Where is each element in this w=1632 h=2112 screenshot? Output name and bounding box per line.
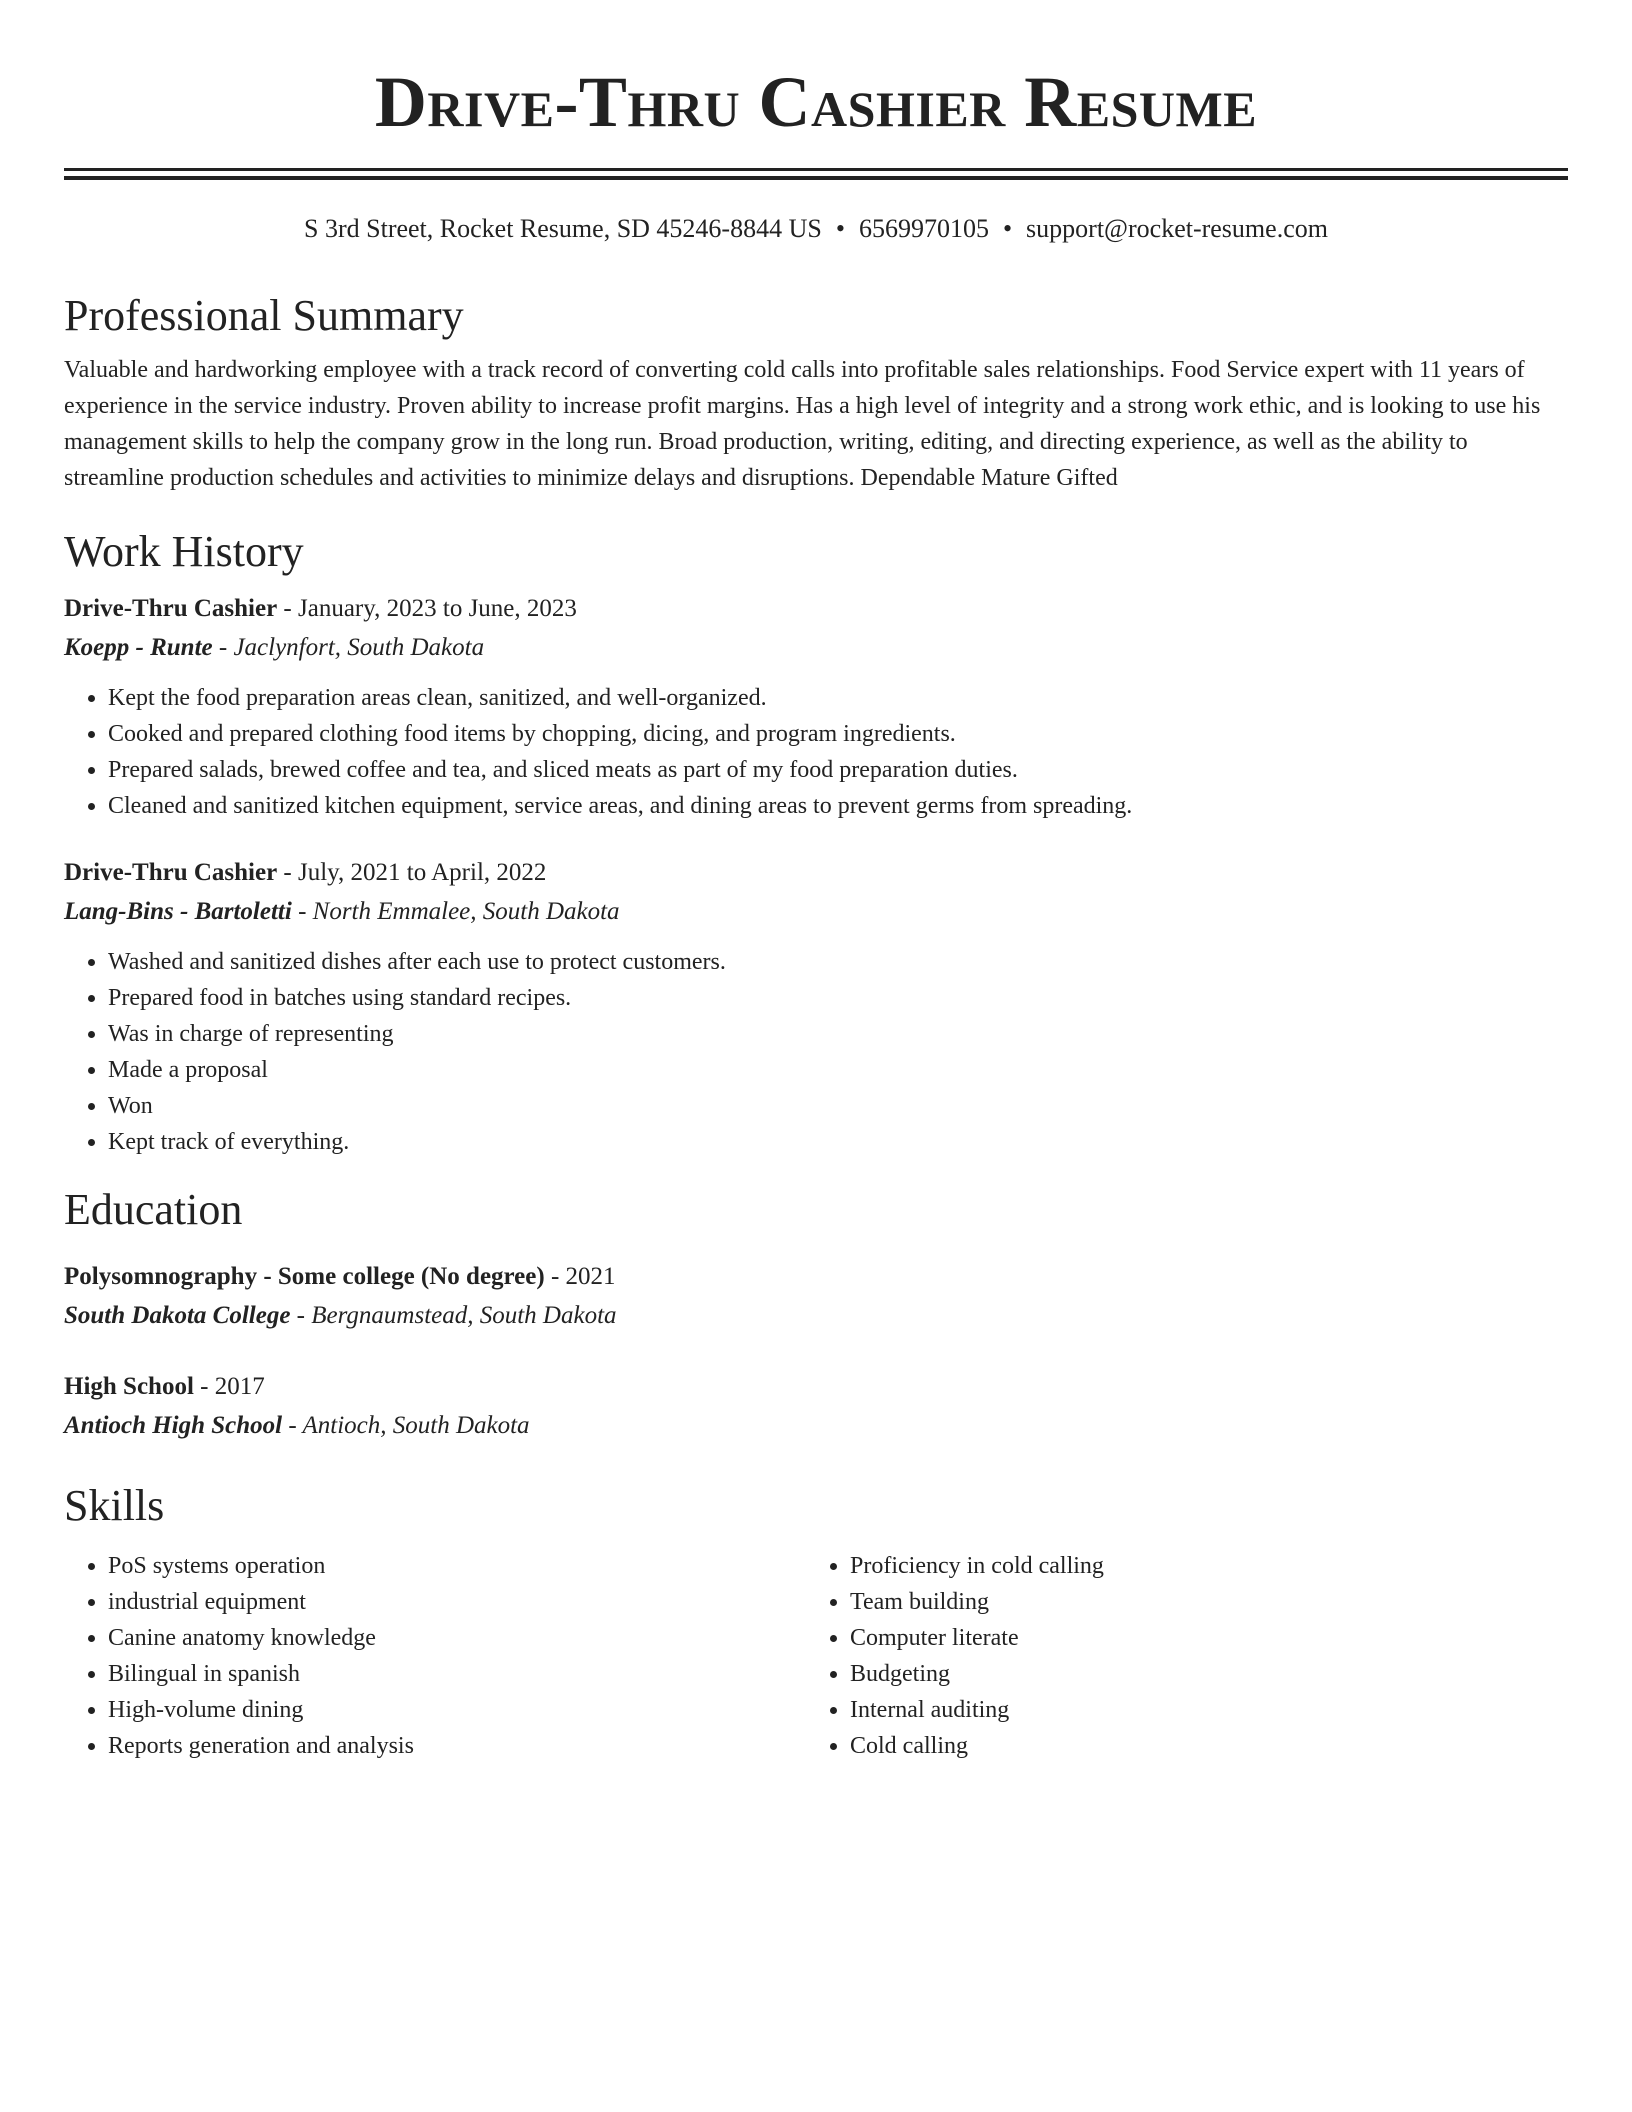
education-school: South Dakota College bbox=[64, 1302, 291, 1329]
skill-item: • Proficiency in cold calling bbox=[850, 1548, 1568, 1584]
job-company: Koepp - Runte bbox=[64, 634, 213, 661]
education-school: Antioch High School bbox=[64, 1412, 283, 1439]
job-entry bbox=[64, 590, 1568, 824]
education-degree: Polysomnography - Some college (No degree) bbox=[64, 1263, 545, 1290]
job-duty: • Prepared food in batches using standard recipes. bbox=[108, 980, 1568, 1016]
contact-address: S 3rd Street, Rocket Resume, SD 45246-8844 US bbox=[304, 214, 822, 243]
education-degree: High School bbox=[64, 1373, 194, 1400]
job-dates: - July, 2021 to April, 2022 bbox=[277, 859, 547, 886]
job-duties-list bbox=[64, 944, 1568, 1160]
job-location: - Jaclynfort, South Dakota bbox=[212, 634, 485, 661]
skills-list-left bbox=[64, 1548, 806, 1764]
contact-phone: 6569970105 bbox=[858, 214, 989, 243]
skills-list-right bbox=[806, 1548, 1568, 1764]
education-header bbox=[64, 1258, 1568, 1296]
job-duties-list bbox=[64, 680, 1568, 824]
skill-item: • Reports generation and analysis bbox=[108, 1728, 806, 1764]
contact-separator: • bbox=[1002, 214, 1013, 243]
job-employer bbox=[64, 628, 1568, 668]
education-location: - Antioch, South Dakota bbox=[282, 1412, 530, 1439]
skill-item: • Canine anatomy knowledge bbox=[108, 1620, 806, 1656]
job-duty: • Kept track of everything. bbox=[108, 1124, 1568, 1160]
skill-item: • Bilingual in spanish bbox=[108, 1656, 806, 1692]
skill-item: • Team building bbox=[850, 1584, 1568, 1620]
job-location: - North Emmalee, South Dakota bbox=[291, 898, 620, 925]
skill-item: • Cold calling bbox=[850, 1728, 1568, 1764]
job-duty: • Was in charge of representing bbox=[108, 1016, 1568, 1052]
education-school-line bbox=[64, 1296, 1568, 1336]
contact-separator: • bbox=[835, 214, 845, 243]
job-duty: • Won bbox=[108, 1088, 1568, 1124]
job-header bbox=[64, 590, 1568, 628]
education-entry bbox=[64, 1258, 1568, 1336]
job-duty: • Cleaned and sanitized kitchen equipment, service areas, and dining areas to prevent germs from spreading. bbox=[108, 788, 1568, 824]
job-dates: - January, 2023 to June, 2023 bbox=[277, 595, 577, 622]
skill-item: • Budgeting bbox=[850, 1656, 1568, 1692]
education-heading: Education bbox=[64, 1185, 243, 1234]
contact-line bbox=[64, 212, 1568, 246]
education-location: - Bergnaumstead, South Dakota bbox=[290, 1302, 617, 1329]
title-double-rule bbox=[64, 168, 1568, 180]
job-duty: • Prepared salads, brewed coffee and tea, and sliced meats as part of my food preparation duties. bbox=[108, 752, 1568, 788]
work-history-heading: Work History bbox=[64, 527, 304, 576]
job-employer bbox=[64, 892, 1568, 932]
education-entry bbox=[64, 1368, 1568, 1446]
education-school-line bbox=[64, 1406, 1568, 1446]
skill-item: • Computer literate bbox=[850, 1620, 1568, 1656]
job-duty: • Kept the food preparation areas clean, sanitized, and well-organized. bbox=[108, 680, 1568, 716]
skills-heading: Skills bbox=[64, 1481, 165, 1530]
job-duty: • Cooked and prepared clothing food items by chopping, dicing, and program ingredients. bbox=[108, 716, 1568, 752]
skill-item: • High-volume dining bbox=[108, 1692, 806, 1728]
education-year: - 2017 bbox=[193, 1373, 265, 1400]
job-company: Lang-Bins - Bartoletti bbox=[64, 898, 292, 925]
skills-columns bbox=[64, 1548, 1568, 1764]
resume-title: Drive-Thru Cashier Resume bbox=[374, 62, 1258, 142]
skill-item: • PoS systems operation bbox=[108, 1548, 806, 1584]
skill-item: • industrial equipment bbox=[108, 1584, 806, 1620]
contact-email: support@rocket-resume.com bbox=[1026, 214, 1328, 243]
job-duty: • Made a proposal bbox=[108, 1052, 1568, 1088]
job-header bbox=[64, 854, 1568, 892]
skill-item: • Internal auditing bbox=[850, 1692, 1568, 1728]
job-title: Drive-Thru Cashier bbox=[64, 595, 278, 622]
job-entry bbox=[64, 854, 1568, 1160]
job-duty: • Washed and sanitized dishes after each use to protect customers. bbox=[108, 944, 1568, 980]
summary-heading: Professional Summary bbox=[64, 291, 464, 340]
job-title: Drive-Thru Cashier bbox=[64, 859, 278, 886]
summary-text: Valuable and hardworking employee with a track record of converting cold calls into profitable sales relationships. Food Service expert with 11 years of experience in the service industry. Proven ability to increase profit margins. Has a high level of integrity and a strong work ethic, and is looking to use his management skills to help the company grow in the long run. Broad production, writing, editing, and directing experience, as well as the ability to streamline production schedules and activities to minimize delays and disruptions. Dependable Mature Gifted bbox=[64, 357, 1541, 491]
education-header bbox=[64, 1368, 1568, 1406]
education-year: - 2021 bbox=[544, 1263, 616, 1290]
